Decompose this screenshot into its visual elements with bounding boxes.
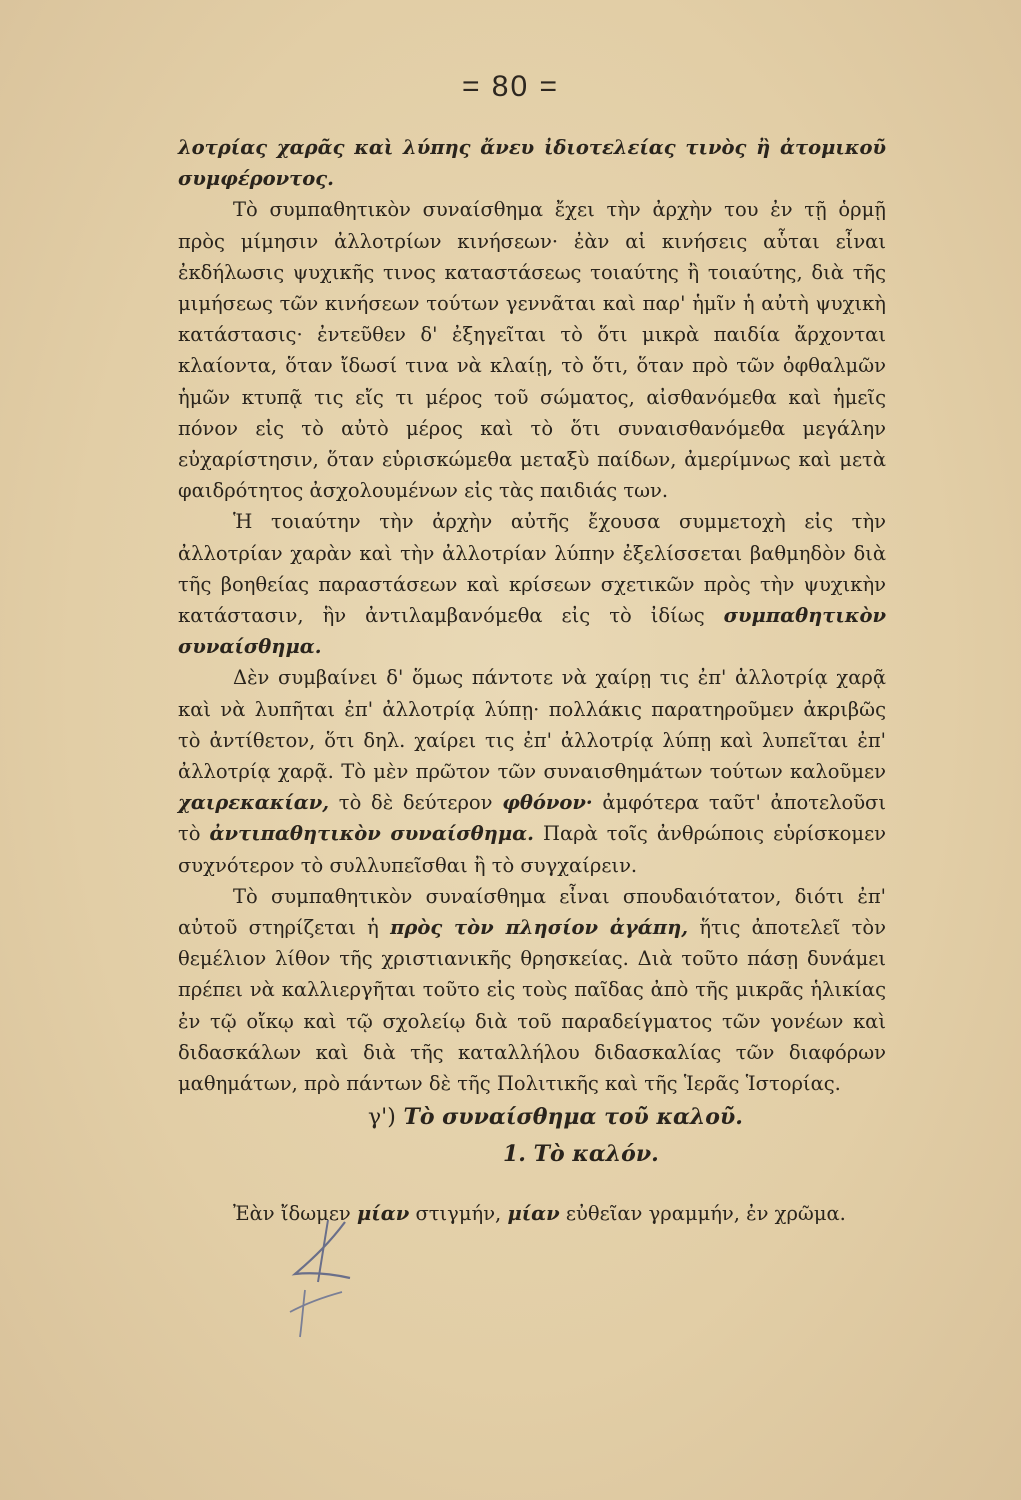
paragraph-5-text-b: ἥτις ἀποτελεῖ τὸν θεμέλιον λίθον τῆς χριστιανικῆς θρησκείας. Διὰ τοῦτο πάσῃ δυνάμει πρέπει νὰ καλλιεργῆται τοῦτο εἰς τοὺς παῖδας ἀπὸ τῆς μικρᾶς ἡλικίας ἐν τῷ οἴκῳ καὶ τῷ σχολείῳ διὰ τοῦ παραδείγματος τῶν γονέων καὶ διδασκάλων καὶ διὰ τῆς καταλλήλου διδασκαλίας τῶν διαφόρων μαθημάτων, πρὸ πάντων δὲ τῆς Πολιτικῆς καὶ τῆς Ἱερᾶς Ἱστορίας. [178, 916, 887, 1096]
pencil-mark-icon [270, 1212, 360, 1342]
subsection-heading: 1. Τὸ καλόν. [503, 1141, 659, 1168]
term-one-a: μίαν [356, 1202, 410, 1226]
term-antipathetic-feeling: ἀντιπαθητικὸν συναίσθημα. [209, 822, 534, 846]
paragraph-4-text-d: Παρὰ τοῖς ἀνθρώποις εὑρίσκομεν συχνότερον τὸ συλλυπεῖσθαι ἢ τὸ συγχαίρειν. [178, 822, 887, 877]
term-schadenfreude: χαιρεκακίαν, [178, 791, 330, 815]
paragraph-1 [178, 132, 886, 194]
paragraph-4-text-c: ἀμφότερα ταῦτ' ἀποτελοῦσι τὸ [178, 791, 887, 846]
paragraph-6-text-c: εὐθεῖαν γραμμήν, ἐν χρῶμα. [565, 1202, 846, 1226]
paragraph-4-text-a: Δὲν συμβαίνει δ' ὅμως πάντοτε νὰ χαίρῃ τις ἐπ' ἀλλοτρίᾳ χαρᾷ καὶ νὰ λυπῆται ἐπ' ἀλλοτρίᾳ λύπῃ· πολλάκις παρατηροῦμεν ἀκριβῶς τὸ ἀντίθετον, ὅτι δηλ. χαίρει τις ἐπ' ἀλλοτρίᾳ λύπῃ καὶ λυπεῖται ἐπ' ἀλλοτρίᾳ χαρᾷ. Τὸ μὲν πρῶτον τῶν συναισθημάτων τούτων καλοῦμεν [178, 666, 886, 784]
paragraph-4-text-b: τὸ δὲ δεύτερον [338, 791, 493, 815]
section-heading-title: Τὸ συναίσθημα τοῦ καλοῦ. [403, 1104, 743, 1131]
paragraph-4 [178, 662, 886, 880]
term-envy: φθόνον· [502, 791, 593, 815]
paragraph-2 [178, 194, 886, 506]
section-heading [178, 1099, 886, 1136]
paragraph-2-text: Τὸ συμπαθητικὸν συναίσθημα ἔχει τὴν ἀρχὴν του ἐν τῇ ὁρμῇ πρὸς μίμησιν ἀλλοτρίων κινήσεων· ἐὰν αἱ κινήσεις αὗται εἶναι ἐκδήλωσις ψυχικῆς τινος καταστάσεως τοιαύτης ἢ τοιαύτης, διὰ τῆς μιμήσεως τῶν κινήσεων τούτων γεννᾶται καὶ παρ' ἡμῖν ἡ αὐτὴ ψυχικὴ κατάστασις· ἐντεῦθεν δ' ἐξηγεῖται τὸ ὅτι μικρὰ παιδία ἄρχονται κλαίοντα, ὅταν ἴδωσί τινα νὰ κλαίῃ, τὸ ὅτι, ὅταν πρὸ τῶν ὀφθαλμῶν ἡμῶν κτυπᾷ τις εἴς τι μέρος τοῦ σώματος, αἰσθανόμεθα καὶ ἡμεῖς πόνον εἰς τὸ αὐτὸ μέρος καὶ τὸ ὅτι συναισθανόμεθα μεγάλην εὐχαρίστησιν, ὅταν εὑρισκώμεθα μεταξὺ παίδων, ἀμερίμνως καὶ μετὰ φαιδρότητος ἀσχολουμένων εἰς τὰς παιδιάς των. [178, 198, 886, 503]
paragraph-5-text-a: Τὸ συμπαθητικὸν συναίσθημα εἶναι σπουδαιότατον, διότι ἐπ' αὐτοῦ στηρίζεται ἡ [178, 884, 886, 940]
paragraph-5 [178, 881, 886, 1099]
paragraph-6-text-a: Ἐὰν ἴδωμεν [233, 1202, 351, 1226]
spacer [178, 1172, 886, 1198]
page-number: = 80 = [461, 70, 560, 103]
paragraph-6-text-b: στιγμήν, [415, 1202, 502, 1226]
paragraph-3 [178, 506, 886, 662]
term-sympathetic-feeling: συμπαθητικὸν συναίσθημα. [178, 604, 886, 659]
section-heading-prefix: γ') [368, 1105, 396, 1131]
body-text [178, 132, 886, 1230]
paragraph-3-text: Ἡ τοιαύτην τὴν ἀρχὴν αὐτῆς ἔχουσα συμμετοχὴ εἰς τὴν ἀλλοτρίαν χαρὰν καὶ τὴν ἀλλοτρίαν λύπην ἐξελίσσεται βαθμηδὸν διὰ τῆς βοηθείας παραστάσεων καὶ κρίσεων σχετικῶν πρὸς τὴν ψυχικὴν κατάστασιν, ἣν ἀντιλαμβανόμεθα εἰς τὸ ἰδίως [178, 510, 886, 628]
term-one-b: μίαν [507, 1202, 560, 1226]
term-love-of-neighbor: πρὸς τὸν πλησίον ἀγάπη, [390, 916, 689, 940]
emphasis-term: λοτρίας χαρᾶς καὶ λύπης ἄνευ ἰδιοτελείας τινὸς ἢ ἀτομικοῦ συμφέροντος. [178, 136, 886, 191]
